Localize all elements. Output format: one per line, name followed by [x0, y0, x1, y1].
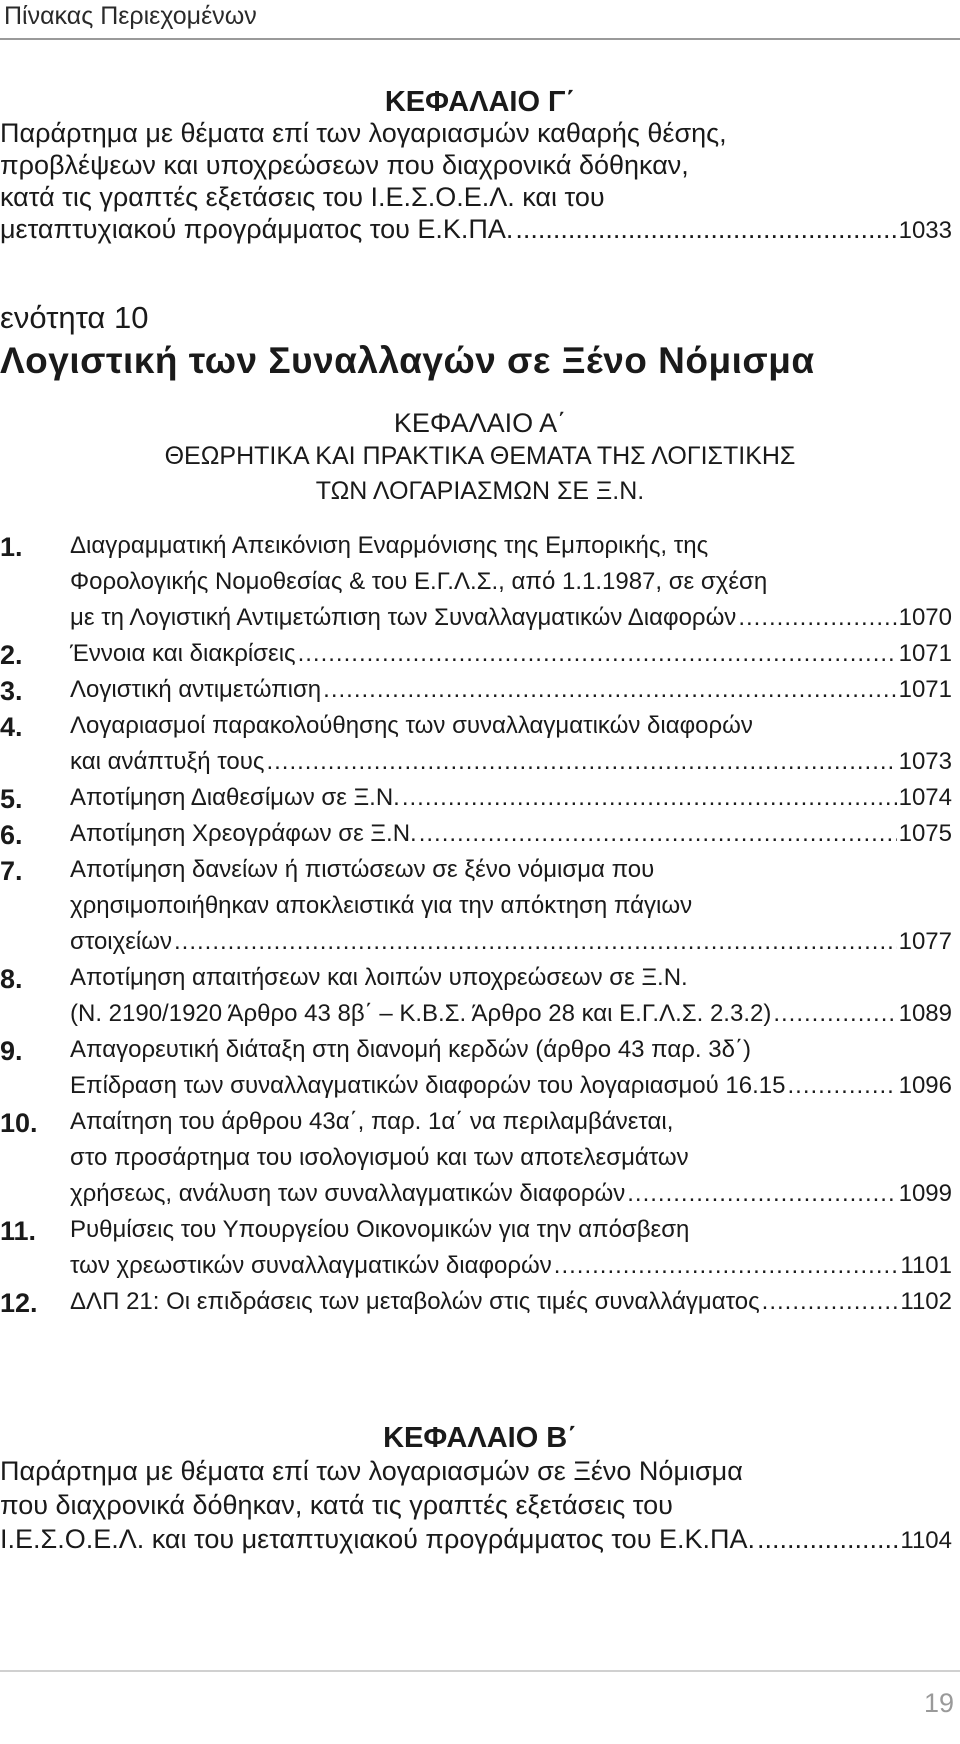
dot-leader	[402, 784, 897, 812]
toc-item-8[interactable]	[0, 964, 952, 1000]
toc-page: 1077	[898, 928, 952, 955]
dot-leader	[788, 1072, 897, 1100]
toc-item-11[interactable]	[0, 1216, 952, 1252]
page-header	[0, 0, 960, 44]
toc-number: 11.	[0, 1216, 37, 1246]
toc-number: 3.	[0, 676, 23, 706]
chapter-g-title: ΚΕΦΑΛΑΙΟ Γ΄	[384, 86, 576, 118]
toc-item-6[interactable]	[0, 820, 952, 856]
chapter-b-last-line[interactable]	[0, 1524, 952, 1555]
section-label: ενότητα 10	[0, 300, 149, 335]
toc-line: Επίδραση των συναλλαγματικών διαφορών του λογαριασμού 16.15	[70, 1072, 786, 1099]
header-title: Πίνακας Περιεχομένων	[4, 2, 257, 30]
chapter-g-line-3: κατά τις γραπτές εξετάσεις του Ι.Ε.Σ.Ο.Ε.Λ. και του	[0, 182, 605, 212]
dot-leader	[757, 1524, 898, 1555]
chapter-b-line-1: Παράρτημα με θέματα επί των λογαριασμών σε Ξένο Νόμισμα	[0, 1456, 743, 1486]
toc-item-10-line-2[interactable]	[0, 1144, 952, 1180]
toc-line: Αποτίμηση Διαθεσίμων σε Ξ.Ν.	[70, 784, 400, 811]
toc-item-1[interactable]	[0, 532, 952, 568]
toc-item-4-line-2[interactable]	[0, 748, 952, 784]
toc-item-12[interactable]	[0, 1288, 952, 1324]
toc-line: χρήσεως, ανάλυση των συναλλαγματικών διαφορών	[70, 1180, 626, 1207]
toc-number: 10.	[0, 1108, 38, 1138]
chapter-a-subtitle-2: ΤΩΝ ΛΟΓΑΡΙΑΣΜΩΝ ΣΕ Ξ.Ν.	[315, 477, 645, 505]
toc-item-8-line-2[interactable]	[0, 1000, 952, 1036]
chapter-b-page: 1104	[900, 1527, 952, 1554]
toc-page: 1071	[898, 676, 952, 703]
toc-page: 1102	[900, 1288, 952, 1315]
toc-line: Αποτίμηση απαιτήσεων και λοιπών υποχρεώσεων σε Ξ.Ν.	[70, 964, 688, 991]
toc-item-9[interactable]	[0, 1036, 952, 1072]
dot-leader	[174, 928, 897, 956]
toc-page: 1070	[898, 604, 952, 631]
toc-item-9-line-2[interactable]	[0, 1072, 952, 1108]
toc-page: 1073	[898, 748, 952, 775]
dot-leader	[554, 1252, 899, 1280]
toc-page: 1101	[900, 1252, 952, 1279]
dot-leader	[738, 604, 896, 632]
toc-page: 1071	[898, 640, 952, 667]
toc-line: (Ν. 2190/1920 Άρθρο 43 8β΄ – Κ.Β.Σ. Άρθρο 28 και Ε.Γ.Λ.Σ. 2.3.2)	[70, 1000, 772, 1027]
toc-number: 5.	[0, 784, 23, 814]
toc-line: Απαγορευτική διάταξη στη διανομή κερδών (άρθρο 43 παρ. 3δ΄)	[70, 1036, 751, 1063]
toc-number: 4.	[0, 712, 23, 742]
toc-item-7[interactable]	[0, 856, 952, 892]
chapter-b-title: ΚΕΦΑΛΑΙΟ Β΄	[383, 1422, 577, 1454]
toc-item-1-line-2[interactable]	[0, 568, 952, 604]
chapter-g-last-line[interactable]	[0, 214, 952, 245]
toc-item-3[interactable]	[0, 676, 952, 712]
toc-page: 1089	[898, 1000, 952, 1027]
dot-leader	[627, 1180, 896, 1208]
toc-item-2[interactable]	[0, 640, 952, 676]
toc-item-10[interactable]	[0, 1108, 952, 1144]
toc-item-11-line-2[interactable]	[0, 1252, 952, 1288]
toc-line: Λογιστική αντιμετώπιση	[70, 676, 322, 703]
toc-item-5[interactable]	[0, 784, 952, 820]
toc-line: Απαίτηση του άρθρου 43α΄, παρ. 1α΄ να περιλαμβάνεται,	[70, 1108, 674, 1135]
chapter-b-line-2: που διαχρονικά δόθηκαν, κατά τις γραπτές εξετάσεις του	[0, 1490, 673, 1520]
toc-line: στοιχείων	[70, 928, 172, 955]
dot-leader	[323, 676, 896, 704]
chapter-g-page: 1033	[898, 217, 952, 244]
toc-item-7-line-3[interactable]	[0, 928, 952, 964]
chapter-g-last-text: μεταπτυχιακού προγράμματος του Ε.Κ.ΠΑ.	[0, 214, 514, 244]
toc-line: Έννοια και διακρίσεις	[70, 640, 296, 667]
toc-number: 6.	[0, 820, 23, 850]
toc-line: των χρεωστικών συναλλαγματικών διαφορών	[70, 1252, 552, 1279]
toc-line: Φορολογικής Νομοθεσίας & του Ε.Γ.Λ.Σ., από 1.1.1987, σε σχέση	[70, 568, 768, 595]
toc-line: και ανάπτυξή τους	[70, 748, 265, 775]
header-rule	[0, 38, 960, 40]
dot-leader	[266, 748, 896, 776]
dot-leader	[762, 1288, 899, 1316]
toc-page: 1075	[898, 820, 952, 847]
chapter-a-subtitle-1: ΘΕΩΡΗΤΙΚΑ ΚΑΙ ΠΡΑΚΤΙΚΑ ΘΕΜΑΤΑ ΤΗΣ ΛΟΓΙΣΤΙΚΗΣ	[164, 442, 796, 470]
toc-number: 9.	[0, 1036, 23, 1066]
toc-line: Ρυθμίσεις του Υπουργείου Οικονομικών για την απόσβεση	[70, 1216, 690, 1243]
toc-number: 7.	[0, 856, 23, 886]
toc-line: χρησιμοποιήθηκαν αποκλειστικά για την απόκτηση πάγιων	[70, 892, 693, 919]
page-number: 19	[923, 1688, 954, 1718]
toc-line: Αποτίμηση δανείων ή πιστώσεων σε ξένο νόμισμα που	[70, 856, 655, 883]
toc-number: 2.	[0, 640, 23, 670]
toc-item-7-line-2[interactable]	[0, 892, 952, 928]
toc-item-1-line-3[interactable]	[0, 604, 952, 640]
toc-page: 1099	[898, 1180, 952, 1207]
toc-number: 12.	[0, 1288, 38, 1318]
dot-leader	[773, 1000, 896, 1028]
toc-number: 8.	[0, 964, 23, 994]
dot-leader	[515, 214, 896, 245]
chapter-g-line-1: Παράρτημα με θέματα επί των λογαριασμών καθαρής θέσης,	[0, 118, 727, 148]
section-name: Λογιστική των Συναλλαγών σε Ξένο Νόμισμα	[0, 340, 815, 381]
toc-number: 1.	[0, 532, 23, 562]
toc-item-10-line-3[interactable]	[0, 1180, 952, 1216]
toc-line: ΔΛΠ 21: Οι επιδράσεις των μεταβολών στις τιμές συναλλάγματος	[70, 1288, 760, 1315]
chapter-a-title: ΚΕΦΑΛΑΙΟ Α΄	[393, 408, 567, 438]
toc-line: στο προσάρτημα του ισολογισμού και των αποτελεσμάτων	[70, 1144, 689, 1171]
toc-line: με τη Λογιστική Αντιμετώπιση των Συναλλαγματικών Διαφορών	[70, 604, 737, 631]
footer-rule	[0, 1670, 960, 1672]
dot-leader	[298, 640, 897, 668]
toc-line: Αποτίμηση Χρεογράφων σε Ξ.Ν.	[70, 820, 417, 847]
chapter-b-last-text: Ι.Ε.Σ.Ο.Ε.Λ. και του μεταπτυχιακού προγράμματος του Ε.Κ.ΠΑ.	[0, 1524, 755, 1554]
toc-page: 1074	[898, 784, 952, 811]
dot-leader	[419, 820, 897, 848]
toc-line: Λογαριασμοί παρακολούθησης των συναλλαγματικών διαφορών	[70, 712, 753, 739]
chapter-g-line-2: προβλέψεων και υποχρεώσεων που διαχρονικά δόθηκαν,	[0, 150, 689, 180]
toc-line: Διαγραμματική Απεικόνιση Εναρμόνισης της Εμπορικής, της	[70, 532, 709, 559]
toc-item-4[interactable]	[0, 712, 952, 748]
toc-page: 1096	[898, 1072, 952, 1099]
